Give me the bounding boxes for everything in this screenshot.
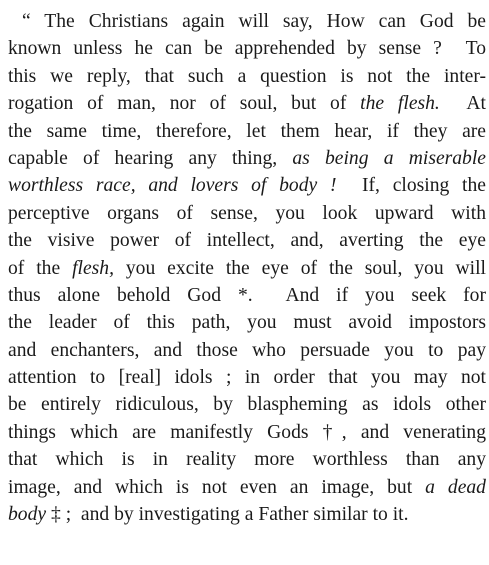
text-line	[8, 391, 486, 418]
text-run: If, closing the	[336, 175, 486, 197]
text-run: be entirely ridiculous, by blaspheming as idols other	[8, 394, 486, 416]
text-line	[8, 419, 486, 446]
text-run: At	[439, 93, 486, 115]
text-run: and enchanters, and those who persuade you to pay	[8, 339, 486, 361]
text-line	[8, 446, 486, 473]
text-run: things which are manifestly Gods †, and venerating	[8, 421, 486, 443]
text-run: this we reply, that such a question is not the inter-	[8, 65, 486, 87]
text-line	[8, 90, 486, 117]
text-line	[8, 35, 486, 62]
text-run: that which is in reality more worthless than any	[8, 449, 486, 471]
italic-text: a dead	[425, 476, 486, 498]
text-run: perceptive organs of sense, you look upward with	[8, 202, 486, 224]
text-line	[8, 501, 486, 528]
text-line	[8, 255, 486, 282]
text-line	[8, 474, 486, 501]
text-line	[8, 118, 486, 145]
text-run: thus alone behold God *. And if you seek for	[8, 284, 486, 306]
text-run: attention to [real] idols ; in order that you may not	[8, 367, 486, 389]
text-run: the leader of this path, you must avoid impostors	[8, 312, 486, 334]
text-run: image, and which is not even an image, but	[8, 476, 426, 498]
text-line	[8, 309, 486, 336]
text-line	[8, 8, 486, 35]
text-line	[8, 282, 486, 309]
text-run: known unless he can be apprehended by sense ? To	[8, 38, 486, 60]
text-run: you excite the eye of the soul, you will	[113, 257, 487, 279]
text-line	[8, 63, 486, 90]
text-line	[8, 172, 486, 199]
italic-text: the flesh.	[360, 93, 440, 115]
text-run: “ The Christians again will say, How can God be	[22, 11, 486, 32]
text-run: of the	[8, 257, 73, 279]
italic-text: worthless race, and lovers of body !	[8, 175, 337, 197]
text-line	[8, 145, 486, 172]
body-text	[8, 8, 486, 528]
italic-text: as being a miserable	[292, 147, 486, 169]
text-run: capable of hearing any thing,	[8, 147, 293, 169]
text-run: the same time, therefore, let them hear, if they are	[8, 120, 486, 142]
text-run: ‡ ; and by investigating a Father similar to it.	[46, 504, 409, 526]
text-run: the visive power of intellect, and, averting the eye	[8, 230, 486, 252]
text-line	[8, 337, 486, 364]
text-run: rogation of man, nor of soul, but of	[8, 93, 361, 115]
text-line	[8, 200, 486, 227]
italic-text: flesh,	[72, 257, 114, 279]
text-line	[8, 227, 486, 254]
italic-text: body	[8, 504, 47, 526]
text-line	[8, 364, 486, 391]
